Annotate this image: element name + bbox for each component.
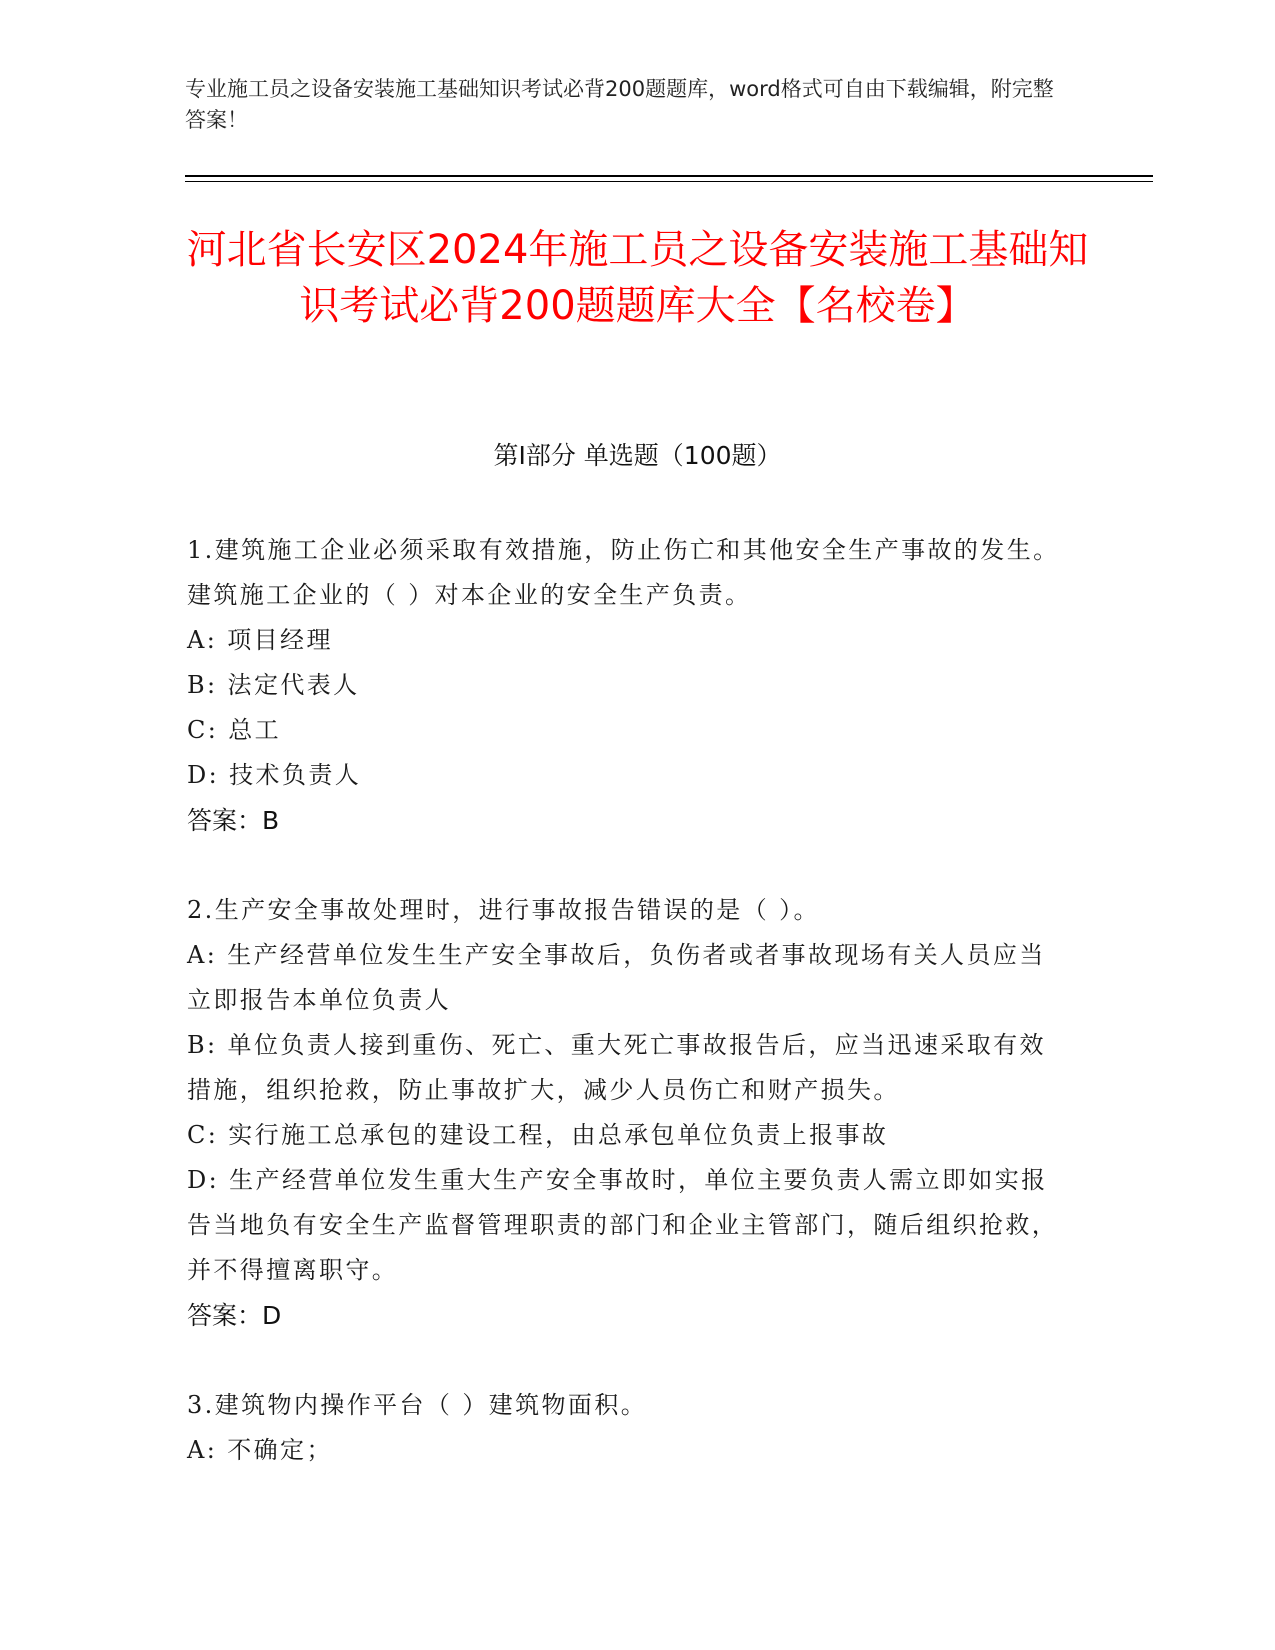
option-d: D: 生产经营单位发生重大生产安全事故时，单位主要负责人需立即如实报告当地负有安全生产监督管理职责的部门和企业主管部门，随后组织抢救，并不得擅离职守。 — [187, 1166, 1059, 1284]
header-note: 专业施工员之设备安装施工基础知识考试必背200题题库，word格式可自由下载编辑，附完整答案！ — [185, 77, 1054, 132]
header-rule-thin — [185, 181, 1153, 182]
option-d: D: 技术负责人 — [187, 761, 362, 789]
option-b: B: 单位负责人接到重伤、死亡、重大死亡事故报告后，应当迅速采取有效措施，组织抢救，防止事故扩大，减少人员伤亡和财产损失。 — [187, 1031, 1046, 1104]
question-stem: 3.建筑物内操作平台（ ）建筑物面积。 — [187, 1391, 648, 1419]
option-a: A: 不确定； — [187, 1436, 333, 1464]
option-a: A: 生产经营单位发生生产安全事故后，负伤者或者事故现场有关人员应当立即报告本单位负责人 — [187, 941, 1046, 1014]
section-heading: 第I部分 单选题（100题） — [493, 441, 782, 470]
header-rule-thick — [185, 175, 1153, 177]
question-stem: 2.生产安全事故处理时，进行事故报告错误的是（ ）。 — [187, 896, 820, 924]
question-2 — [187, 888, 1067, 1338]
option-a: A: 项目经理 — [187, 626, 333, 654]
document-title: 河北省长安区2024年施工员之设备安装施工基础知识考试必背200题题库大全【名校卷】 — [186, 227, 1089, 329]
question-list — [187, 528, 1067, 1518]
answer-line: 答案：D — [187, 1301, 282, 1330]
answer-line: 答案：B — [187, 806, 280, 835]
option-c: C: 实行施工总承包的建设工程，由总承包单位负责上报事故 — [187, 1121, 889, 1149]
question-stem: 1.建筑施工企业必须采取有效措施，防止伤亡和其他安全生产事故的发生。建筑施工企业的（ ）对本企业的安全生产负责。 — [187, 536, 1060, 609]
question-3 — [187, 1383, 1067, 1473]
question-1 — [187, 528, 1067, 843]
option-c: C: 总工 — [187, 716, 282, 744]
option-b: B: 法定代表人 — [187, 671, 360, 699]
